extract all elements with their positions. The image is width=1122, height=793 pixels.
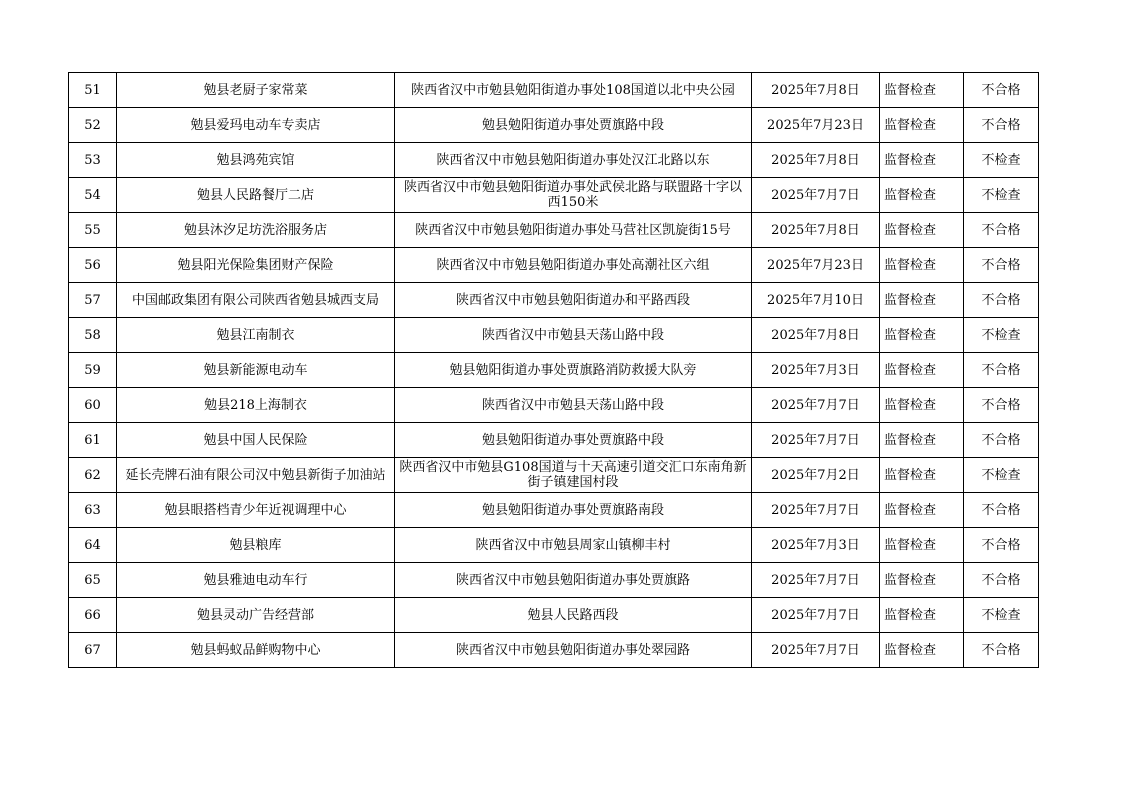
table-row (69, 563, 1039, 598)
table-row (69, 528, 1039, 563)
inspection-type-cell: 监督检查 (880, 213, 964, 248)
row-number-cell: 53 (69, 143, 117, 178)
business-name-cell: 勉县灵动广告经营部 (117, 598, 395, 633)
address-cell: 陕西省汉中市勉县勉阳街道办事处马营社区凯旋街15号 (395, 213, 752, 248)
inspection-date-cell: 2025年7月7日 (752, 598, 880, 633)
row-number-cell: 61 (69, 423, 117, 458)
row-number-cell: 58 (69, 318, 117, 353)
row-number-cell: 60 (69, 388, 117, 423)
inspection-date-cell: 2025年7月8日 (752, 213, 880, 248)
business-name-cell: 勉县粮库 (117, 528, 395, 563)
table-row (69, 458, 1039, 493)
inspection-type-cell: 监督检查 (880, 633, 964, 668)
row-number-cell: 63 (69, 493, 117, 528)
inspection-date-cell: 2025年7月7日 (752, 633, 880, 668)
table-body (69, 73, 1039, 668)
business-name-cell: 勉县沐汐足坊洗浴服务店 (117, 213, 395, 248)
inspection-type-cell: 监督检查 (880, 528, 964, 563)
inspection-type-cell: 监督检查 (880, 493, 964, 528)
inspection-type-cell: 监督检查 (880, 388, 964, 423)
inspection-type-cell: 监督检查 (880, 108, 964, 143)
inspection-result-cell: 不合格 (964, 283, 1039, 318)
row-number-cell: 67 (69, 633, 117, 668)
inspection-result-cell: 不检查 (964, 318, 1039, 353)
business-name-cell: 勉县爱玛电动车专卖店 (117, 108, 395, 143)
inspection-result-cell: 不合格 (964, 108, 1039, 143)
business-name-cell: 勉县眼搭档青少年近视调理中心 (117, 493, 395, 528)
address-cell: 勉县勉阳街道办事处贾旗路中段 (395, 108, 752, 143)
row-number-cell: 64 (69, 528, 117, 563)
business-name-cell: 勉县鸿苑宾馆 (117, 143, 395, 178)
row-number-cell: 54 (69, 178, 117, 213)
address-cell: 陕西省汉中市勉县勉阳街道办事处108国道以北中央公园 (395, 73, 752, 108)
row-number-cell: 66 (69, 598, 117, 633)
address-cell: 陕西省汉中市勉县G108国道与十天高速引道交汇口东南角新街子镇建国村段 (395, 458, 752, 493)
inspection-type-cell: 监督检查 (880, 318, 964, 353)
inspection-date-cell: 2025年7月3日 (752, 353, 880, 388)
table-row (69, 493, 1039, 528)
address-cell: 陕西省汉中市勉县勉阳街道办事处高潮社区六组 (395, 248, 752, 283)
inspection-result-cell: 不合格 (964, 388, 1039, 423)
inspection-type-cell: 监督检查 (880, 563, 964, 598)
business-name-cell: 勉县人民路餐厅二店 (117, 178, 395, 213)
business-name-cell: 勉县218上海制衣 (117, 388, 395, 423)
inspection-result-cell: 不合格 (964, 248, 1039, 283)
row-number-cell: 51 (69, 73, 117, 108)
inspection-date-cell: 2025年7月23日 (752, 248, 880, 283)
address-cell: 陕西省汉中市勉县天荡山路中段 (395, 318, 752, 353)
inspection-result-cell: 不合格 (964, 493, 1039, 528)
inspection-type-cell: 监督检查 (880, 353, 964, 388)
inspection-type-cell: 监督检查 (880, 283, 964, 318)
inspection-result-cell: 不合格 (964, 563, 1039, 598)
row-number-cell: 55 (69, 213, 117, 248)
business-name-cell: 勉县蚂蚁品鲜购物中心 (117, 633, 395, 668)
address-cell: 陕西省汉中市勉县勉阳街道办事处贾旗路 (395, 563, 752, 598)
inspection-result-cell: 不检查 (964, 143, 1039, 178)
address-cell: 陕西省汉中市勉县勉阳街道办事处翠园路 (395, 633, 752, 668)
inspection-date-cell: 2025年7月2日 (752, 458, 880, 493)
business-name-cell: 勉县阳光保险集团财产保险 (117, 248, 395, 283)
address-cell: 勉县勉阳街道办事处贾旗路消防救援大队旁 (395, 353, 752, 388)
table-row (69, 353, 1039, 388)
inspection-record-table (68, 72, 1039, 668)
inspection-result-cell: 不合格 (964, 528, 1039, 563)
inspection-type-cell: 监督检查 (880, 178, 964, 213)
address-cell: 陕西省汉中市勉县周家山镇柳丰村 (395, 528, 752, 563)
inspection-result-cell: 不合格 (964, 633, 1039, 668)
business-name-cell: 勉县雅迪电动车行 (117, 563, 395, 598)
inspection-date-cell: 2025年7月23日 (752, 108, 880, 143)
row-number-cell: 52 (69, 108, 117, 143)
table-row (69, 283, 1039, 318)
inspection-date-cell: 2025年7月7日 (752, 493, 880, 528)
table-row (69, 423, 1039, 458)
inspection-date-cell: 2025年7月3日 (752, 528, 880, 563)
inspection-date-cell: 2025年7月7日 (752, 178, 880, 213)
table-row (69, 178, 1039, 213)
inspection-date-cell: 2025年7月8日 (752, 73, 880, 108)
table-row (69, 213, 1039, 248)
inspection-result-cell: 不检查 (964, 598, 1039, 633)
table-row (69, 388, 1039, 423)
row-number-cell: 62 (69, 458, 117, 493)
inspection-date-cell: 2025年7月8日 (752, 143, 880, 178)
row-number-cell: 65 (69, 563, 117, 598)
inspection-type-cell: 监督检查 (880, 423, 964, 458)
address-cell: 勉县勉阳街道办事处贾旗路南段 (395, 493, 752, 528)
inspection-result-cell: 不合格 (964, 423, 1039, 458)
inspection-result-cell: 不合格 (964, 213, 1039, 248)
inspection-type-cell: 监督检查 (880, 598, 964, 633)
inspection-result-cell: 不检查 (964, 178, 1039, 213)
table-row (69, 318, 1039, 353)
inspection-type-cell: 监督检查 (880, 143, 964, 178)
inspection-result-cell: 不检查 (964, 458, 1039, 493)
row-number-cell: 59 (69, 353, 117, 388)
address-cell: 陕西省汉中市勉县勉阳街道办和平路西段 (395, 283, 752, 318)
inspection-type-cell: 监督检查 (880, 73, 964, 108)
address-cell: 陕西省汉中市勉县勉阳街道办事处武侯北路与联盟路十字以西150米 (395, 178, 752, 213)
table-row (69, 143, 1039, 178)
inspection-type-cell: 监督检查 (880, 458, 964, 493)
business-name-cell: 延长壳牌石油有限公司汉中勉县新街子加油站 (117, 458, 395, 493)
inspection-date-cell: 2025年7月7日 (752, 423, 880, 458)
table-row (69, 108, 1039, 143)
inspection-type-cell: 监督检查 (880, 248, 964, 283)
inspection-result-cell: 不合格 (964, 353, 1039, 388)
address-cell: 陕西省汉中市勉县天荡山路中段 (395, 388, 752, 423)
address-cell: 勉县人民路西段 (395, 598, 752, 633)
address-cell: 陕西省汉中市勉县勉阳街道办事处汉江北路以东 (395, 143, 752, 178)
business-name-cell: 中国邮政集团有限公司陕西省勉县城西支局 (117, 283, 395, 318)
table-row (69, 633, 1039, 668)
inspection-date-cell: 2025年7月8日 (752, 318, 880, 353)
business-name-cell: 勉县中国人民保险 (117, 423, 395, 458)
inspection-date-cell: 2025年7月10日 (752, 283, 880, 318)
inspection-result-cell: 不合格 (964, 73, 1039, 108)
business-name-cell: 勉县江南制衣 (117, 318, 395, 353)
business-name-cell: 勉县老厨子家常菜 (117, 73, 395, 108)
table-row (69, 248, 1039, 283)
business-name-cell: 勉县新能源电动车 (117, 353, 395, 388)
inspection-date-cell: 2025年7月7日 (752, 388, 880, 423)
row-number-cell: 56 (69, 248, 117, 283)
row-number-cell: 57 (69, 283, 117, 318)
inspection-date-cell: 2025年7月7日 (752, 563, 880, 598)
address-cell: 勉县勉阳街道办事处贾旗路中段 (395, 423, 752, 458)
table-row (69, 598, 1039, 633)
table-row (69, 73, 1039, 108)
